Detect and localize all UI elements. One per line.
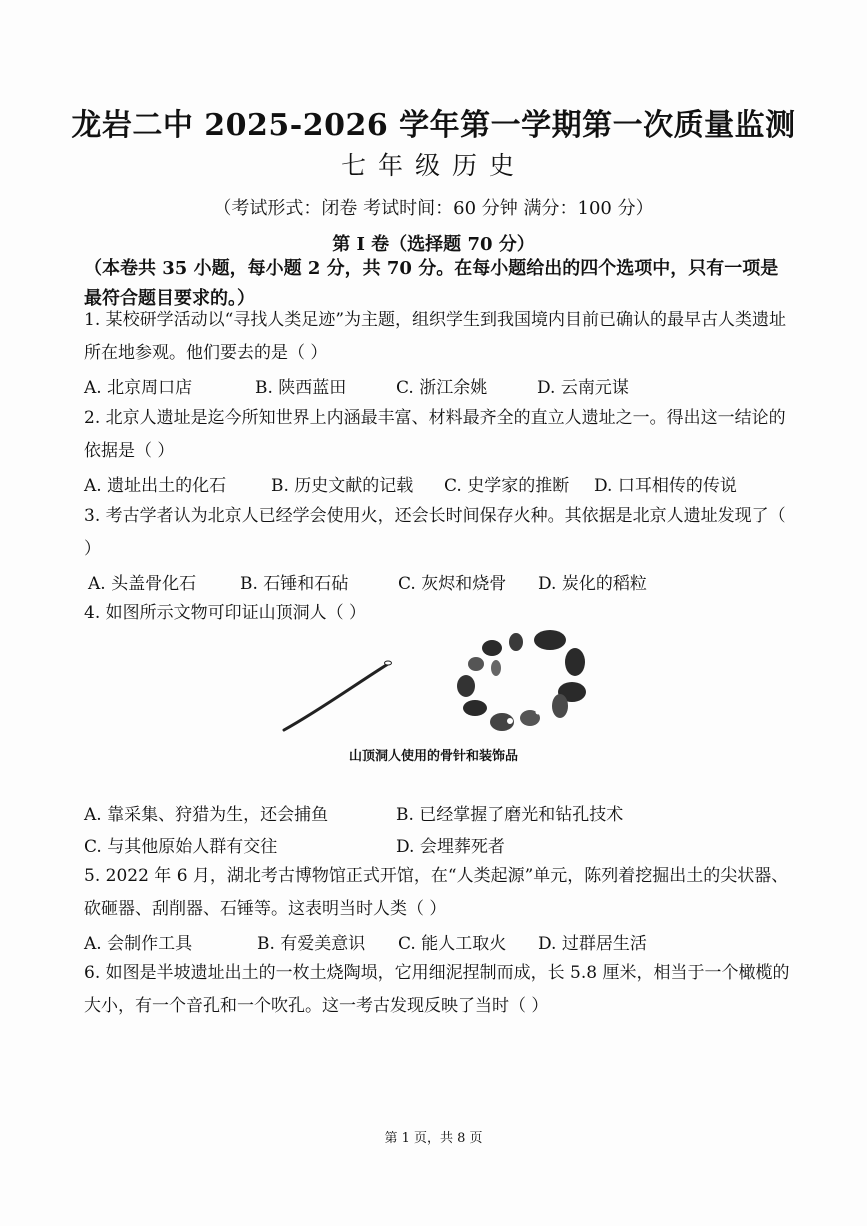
question-3-option-b: B. 石锤和石砧 <box>240 574 349 594</box>
question-5-option-d: D. 过群居生活 <box>538 934 647 954</box>
question-3-stem: 3. 考古学者认为北京人已经学会使用火，还会长时间保存火种。其依据是北京人遗址发现了（ ） <box>84 506 786 559</box>
bone-needle-and-ornaments-figure <box>270 622 610 742</box>
section-title: 第 I 卷（选择题 70 分） <box>332 234 535 255</box>
exam-info: （考试形式：闭卷 考试时间：60 分钟 满分：100 分） <box>213 198 654 219</box>
question-2-option-b: B. 历史文献的记载 <box>271 476 414 496</box>
question-1-option-b: B. 陕西蓝田 <box>255 378 347 398</box>
question-1-stem: 1. 某校研学活动以“寻找人类足迹”为主题，组织学生到我国境内目前已确认的最早古人类遗址所在地参观。他们要去的是（ ） <box>84 310 787 363</box>
question-2-option-d: D. 口耳相传的传说 <box>594 476 737 496</box>
question-1-option-c: C. 浙江余姚 <box>396 378 488 398</box>
question-4-option-c: C. 与其他原始人群有交往 <box>84 837 278 857</box>
question-1-option-d: D. 云南元谋 <box>537 378 629 398</box>
question-4-option-b: B. 已经掌握了磨光和钻孔技术 <box>396 805 624 825</box>
question-2-stem: 2. 北京人遗址是迄今所知世界上内涵最丰富、材料最齐全的直立人遗址之一。得出这一结论的依据是（ ） <box>84 408 786 461</box>
section-instruction: （本卷共 35 小题，每小题 2 分，共 70 分。在每小题给出的四个选项中，只有一项是最符合题目要求的。） <box>84 258 779 309</box>
page-footer: 第 1 页，共 8 页 <box>384 1131 483 1146</box>
question-4-option-a: A. 靠采集、狩猎为生，还会捕鱼 <box>84 805 329 825</box>
question-5-option-b: B. 有爱美意识 <box>257 934 366 954</box>
question-2-option-a: A. 遗址出土的化石 <box>84 476 227 496</box>
question-1-option-a: A. 北京周口店 <box>84 378 193 398</box>
question-5-option-a: A. 会制作工具 <box>84 934 193 954</box>
question-3-option-d: D. 炭化的稻粒 <box>538 574 647 594</box>
question-4-option-d: D. 会埋葬死者 <box>396 837 505 857</box>
question-2-option-c: C. 史学家的推断 <box>444 476 570 496</box>
question-4-stem: 4. 如图所示文物可印证山顶洞人（ ） <box>84 603 367 623</box>
question-3-option-c: C. 灰烬和烧骨 <box>398 574 507 594</box>
question-6-stem: 6. 如图是半坡遗址出土的一枚土烧陶埙，它用细泥捏制而成，长 5.8 厘米，相当于一个橄榄的大小，有一个音孔和一个吹孔。这一考古发现反映了当时（ ） <box>84 963 790 1016</box>
exam-subtitle: 七年级历史 <box>340 151 526 180</box>
question-3-option-a: A. 头盖骨化石 <box>88 574 197 594</box>
exam-title: 龙岩二中 2025-2026 学年第一学期第一次质量监测 <box>71 108 796 143</box>
figure-caption: 山顶洞人使用的骨针和装饰品 <box>348 749 518 764</box>
question-5-option-c: C. 能人工取火 <box>398 934 507 954</box>
question-5-stem: 5. 2022 年 6 月，湖北考古博物馆正式开馆，在“人类起源”单元，陈列着挖掘出土的尖状器、砍砸器、刮削器、石锤等。这表明当时人类（ ） <box>84 866 789 919</box>
